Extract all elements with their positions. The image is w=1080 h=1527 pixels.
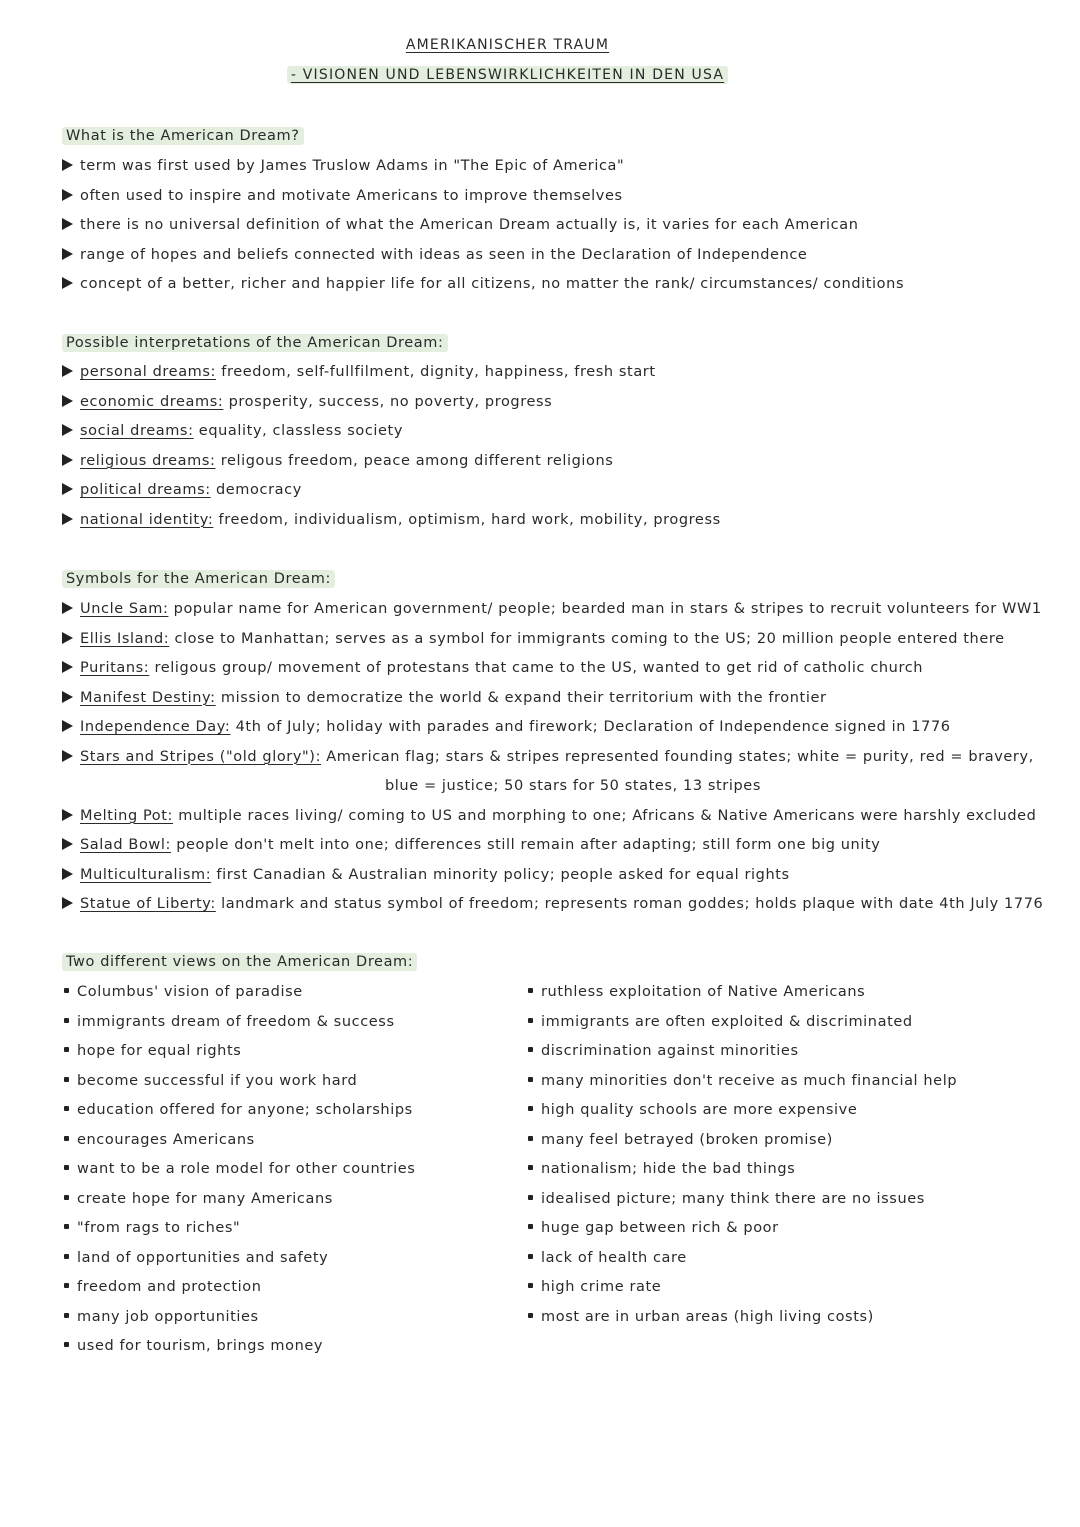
item-text: range of hopes and beliefs connected with ideas as seen in the Declaration of Independence (80, 246, 808, 263)
square-bullet-icon (528, 1136, 533, 1141)
arrow-bullet-icon (62, 897, 73, 909)
square-bullet-icon (528, 1047, 533, 1052)
item-text: "from rags to riches" (77, 1220, 241, 1236)
list-item (64, 1185, 415, 1215)
square-bullet-icon (64, 1283, 69, 1288)
section-heading-interpretations: Possible interpretations of the American Dream: (62, 335, 448, 351)
item-text: nationalism; hide the bad things (541, 1161, 796, 1177)
list-item (528, 1037, 957, 1067)
square-bullet-icon (64, 1077, 69, 1082)
arrow-bullet-icon (62, 838, 73, 850)
list-item (528, 1214, 957, 1244)
item-text: idealised picture; many think there are no issues (541, 1190, 925, 1207)
item-text: many job opportunities (77, 1308, 259, 1325)
list-item (528, 1008, 957, 1038)
item-text: people don't melt into one; differences still remain after adapting; still form one big unity (176, 837, 881, 853)
arrow-bullet-icon (62, 691, 73, 703)
arrow-bullet-icon (62, 159, 73, 171)
list-item (528, 1096, 957, 1126)
item-text: most are in urban areas (high living costs) (541, 1308, 874, 1325)
square-bullet-icon (64, 1342, 69, 1347)
item-term: Statue of Liberty: (80, 896, 216, 912)
item-text: equality, classless society (198, 423, 404, 439)
item-term: Multiculturalism: (80, 866, 212, 883)
item-text: term was first used by James Truslow Adams in "The Epic of America" (80, 158, 625, 174)
square-bullet-icon (528, 1018, 533, 1023)
list-item (528, 1126, 957, 1156)
page-title (0, 37, 1015, 53)
arrow-bullet-icon (62, 424, 73, 436)
item-text: there is no universal definition of what the American Dream actually is, it varies for each American (80, 217, 859, 233)
item-text: concept of a better, richer and happier life for all citizens, no matter the rank/ circumstances/ conditions (80, 276, 905, 292)
list-item (528, 1067, 957, 1097)
list-item (62, 358, 721, 388)
arrow-bullet-icon (62, 365, 73, 377)
arrow-bullet-icon (62, 189, 73, 201)
item-text: high crime rate (541, 1279, 662, 1295)
item-text: 4th of July; holiday with parades and firework; Declaration of Independence signed in 1776 (235, 719, 951, 735)
item-term: religious dreams: (80, 452, 216, 469)
list-item (64, 1273, 415, 1303)
arrow-bullet-icon (62, 602, 73, 614)
list-item (62, 476, 721, 506)
symbols-list (62, 595, 1043, 920)
section-heading-views: Two different views on the American Dream: (62, 954, 417, 970)
item-text: many feel betrayed (broken promise) (541, 1131, 833, 1148)
item-term: Independence Day: (80, 719, 231, 735)
arrow-bullet-icon (62, 513, 73, 525)
square-bullet-icon (64, 1224, 69, 1229)
item-text: many minorities don't receive as much financial help (541, 1072, 958, 1089)
item-term: Melting Pot: (80, 807, 174, 824)
list-item (62, 831, 1043, 861)
list-item (62, 625, 1043, 655)
list-item (62, 713, 1043, 743)
item-term: political dreams: (80, 482, 211, 498)
section-heading-what-is: What is the American Dream? (62, 128, 304, 144)
item-text: discrimination against minorities (541, 1043, 799, 1059)
section-heading-symbols: Symbols for the American Dream: (62, 571, 335, 587)
item-term: Uncle Sam: (80, 601, 169, 617)
square-bullet-icon (64, 1195, 69, 1200)
item-term: social dreams: (80, 423, 194, 439)
item-text: hope for equal rights (77, 1043, 242, 1059)
item-text: land of opportunities and safety (77, 1249, 329, 1266)
list-item (64, 1303, 415, 1333)
item-text: create hope for many Americans (77, 1190, 333, 1207)
item-term: personal dreams: (80, 364, 217, 380)
list-item (62, 211, 904, 241)
positive-views-list (64, 978, 415, 1362)
list-item (64, 1126, 415, 1156)
item-text: immigrants dream of freedom & success (77, 1013, 395, 1030)
item-term: economic dreams: (80, 393, 224, 410)
item-text: education offered for anyone; scholarships (77, 1102, 413, 1118)
square-bullet-icon (64, 1254, 69, 1259)
square-bullet-icon (64, 1106, 69, 1111)
item-text: used for tourism, brings money (77, 1338, 324, 1354)
arrow-bullet-icon (62, 454, 73, 466)
item-text: immigrants are often exploited & discriminated (541, 1013, 913, 1030)
list-item (62, 684, 1043, 714)
arrow-bullet-icon (62, 277, 73, 289)
list-item (62, 182, 904, 212)
item-text: popular name for American government/ people; bearded man in stars & stripes to recruit volunteers for WW1 (173, 601, 1042, 617)
item-text: prosperity, success, no poverty, progress (228, 393, 553, 410)
item-text: freedom and protection (77, 1279, 262, 1295)
square-bullet-icon (528, 1165, 533, 1170)
list-item (62, 417, 721, 447)
negative-views-list (528, 978, 957, 1332)
square-bullet-icon (64, 1313, 69, 1318)
item-term: Ellis Island: (80, 630, 170, 647)
list-item (64, 1008, 415, 1038)
arrow-bullet-icon (62, 868, 73, 880)
square-bullet-icon (528, 988, 533, 993)
list-item (64, 1067, 415, 1097)
interpretations-list (62, 358, 721, 535)
list-item (62, 241, 904, 271)
item-term: national identity: (80, 511, 214, 528)
square-bullet-icon (528, 1254, 533, 1259)
item-text: American flag; stars & stripes represented founding states; white = purity, red = bravery, (326, 748, 1034, 765)
what-is-list (62, 152, 904, 300)
list-item (62, 595, 1043, 625)
arrow-bullet-icon (62, 720, 73, 732)
list-item (64, 1037, 415, 1067)
square-bullet-icon (64, 1018, 69, 1023)
item-text: encourages Americans (77, 1131, 255, 1148)
list-item (64, 1155, 415, 1185)
item-text: democracy (215, 482, 302, 498)
arrow-bullet-icon (62, 661, 73, 673)
list-item (62, 506, 721, 536)
list-item (528, 1244, 957, 1274)
arrow-bullet-icon (62, 632, 73, 644)
list-item (64, 1244, 415, 1274)
item-text: religous group/ movement of protestans that came to the US, wanted to get rid of catholic church (154, 660, 924, 676)
list-item (62, 270, 904, 300)
item-text: multiple races living/ coming to US and morphing to one; Africans & Native Americans were harshly excluded (178, 807, 1037, 824)
list-item (62, 802, 1043, 832)
list-item (62, 743, 1043, 773)
square-bullet-icon (528, 1077, 533, 1082)
square-bullet-icon (528, 1195, 533, 1200)
list-item (62, 890, 1043, 920)
item-text: freedom, self-fullfilment, dignity, happiness, fresh start (221, 364, 656, 380)
item-text: want to be a role model for other countries (77, 1161, 416, 1177)
list-item (64, 1096, 415, 1126)
list-item (62, 388, 721, 418)
list-item (64, 1214, 415, 1244)
arrow-bullet-icon (62, 809, 73, 821)
square-bullet-icon (64, 1136, 69, 1141)
list-item-continuation (62, 772, 1043, 802)
list-item (64, 1332, 415, 1362)
list-item (62, 654, 1043, 684)
arrow-bullet-icon (62, 750, 73, 762)
square-bullet-icon (528, 1224, 533, 1229)
list-item (64, 978, 415, 1008)
title-line-2: - VISIONEN UND LEBENSWIRKLICHKEITEN IN DEN USA (287, 66, 728, 84)
arrow-bullet-icon (62, 218, 73, 230)
item-text: close to Manhattan; serves as a symbol for immigrants coming to the US; 20 million people entered there (174, 630, 1005, 647)
item-text: landmark and status symbol of freedom; represents roman goddes; holds plaque with date 4th July 1776 (221, 896, 1044, 912)
arrow-bullet-icon (62, 395, 73, 407)
list-item (528, 1303, 957, 1333)
square-bullet-icon (528, 1313, 533, 1318)
square-bullet-icon (528, 1106, 533, 1111)
page-subtitle (0, 67, 1015, 83)
item-text: lack of health care (541, 1249, 687, 1266)
arrow-bullet-icon (62, 483, 73, 495)
arrow-bullet-icon (62, 248, 73, 260)
item-text: first Canadian & Australian minority policy; people asked for equal rights (216, 866, 790, 883)
square-bullet-icon (64, 988, 69, 993)
item-text: often used to inspire and motivate Americans to improve themselves (80, 187, 623, 204)
list-item (62, 152, 904, 182)
square-bullet-icon (64, 1047, 69, 1052)
item-continuation: blue = justice; 50 stars for 50 states, 13 stripes (385, 778, 761, 794)
item-text: religous freedom, peace among different religions (220, 452, 614, 469)
list-item (528, 1273, 957, 1303)
item-text: freedom, individualism, optimism, hard work, mobility, progress (218, 511, 721, 528)
item-term: Manifest Destiny: (80, 689, 216, 706)
list-item (528, 1155, 957, 1185)
item-text: mission to democratize the world & expand their territorium with the frontier (220, 689, 827, 706)
item-text: Columbus' vision of paradise (77, 984, 303, 1000)
item-term: Salad Bowl: (80, 837, 172, 853)
item-text: become successful if you work hard (77, 1072, 358, 1089)
list-item (528, 1185, 957, 1215)
square-bullet-icon (64, 1165, 69, 1170)
item-text: ruthless exploitation of Native Americans (541, 984, 866, 1000)
title-line-1: AMERIKANISCHER TRAUM (405, 37, 610, 53)
item-text: high quality schools are more expensive (541, 1102, 858, 1118)
item-term: Stars and Stripes ("old glory"): (80, 748, 322, 765)
list-item (62, 447, 721, 477)
square-bullet-icon (528, 1283, 533, 1288)
list-item (528, 978, 957, 1008)
item-term: Puritans: (80, 660, 150, 676)
list-item (62, 861, 1043, 891)
item-text: huge gap between rich & poor (541, 1220, 779, 1236)
